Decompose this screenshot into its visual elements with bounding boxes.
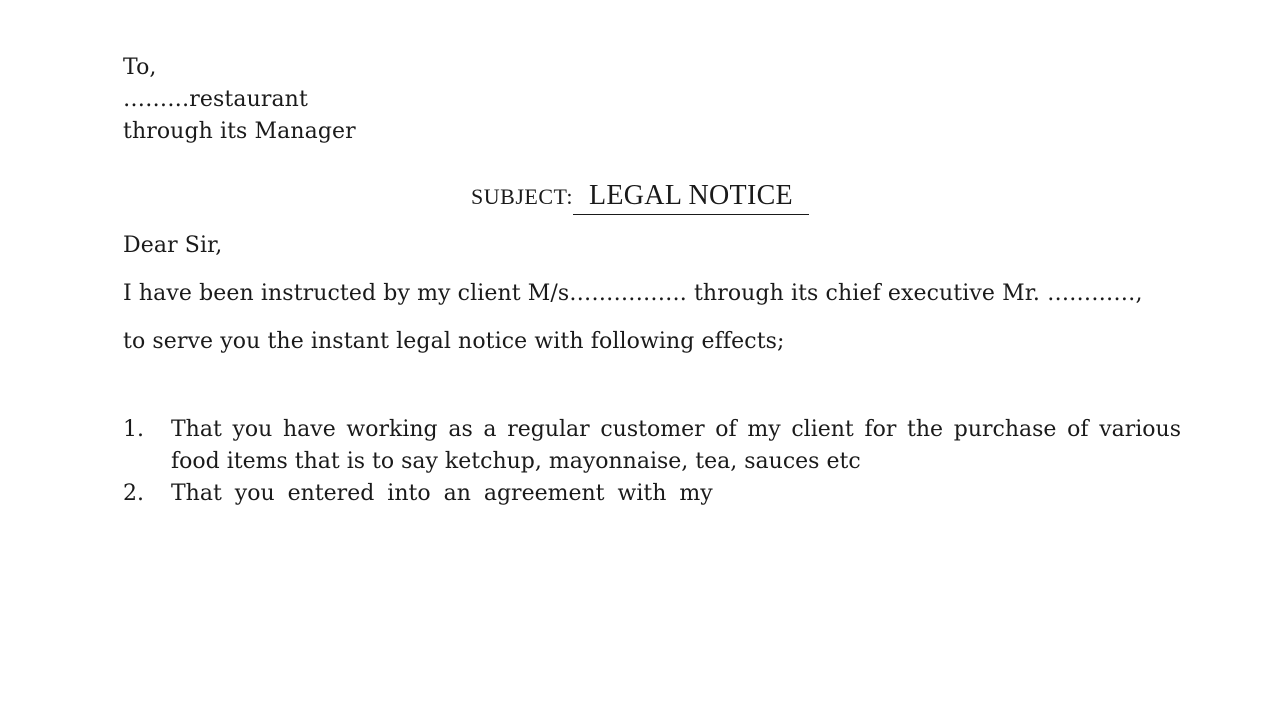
subject-line [0,180,1280,215]
body-line-1: I have been instructed by my client M/s……………. through its chief executive Mr. …………, [123,281,1143,306]
list-item-text: That you entered into an agreement with my [171,481,713,506]
list-item-number: 1. [123,417,144,442]
list-item [123,478,1181,510]
body-line-2: to serve you the instant legal notice with following effects; [123,329,785,354]
notice-points-list [123,414,1181,510]
subject-title: LEGAL NOTICE [573,180,809,215]
list-item-text: That you have working as a regular customer of my client for the purchase of various food items that is to say ketchup, mayonnaise, tea, sauces etc [171,417,1181,474]
address-via: through its Manager [123,119,356,144]
subject-prefix: SUBJECT: [471,184,573,209]
address-to: To, [123,55,157,80]
address-name: ………restaurant [123,87,308,112]
salutation: Dear Sir, [123,233,223,258]
list-item-number: 2. [123,481,144,506]
list-item [123,414,1181,478]
